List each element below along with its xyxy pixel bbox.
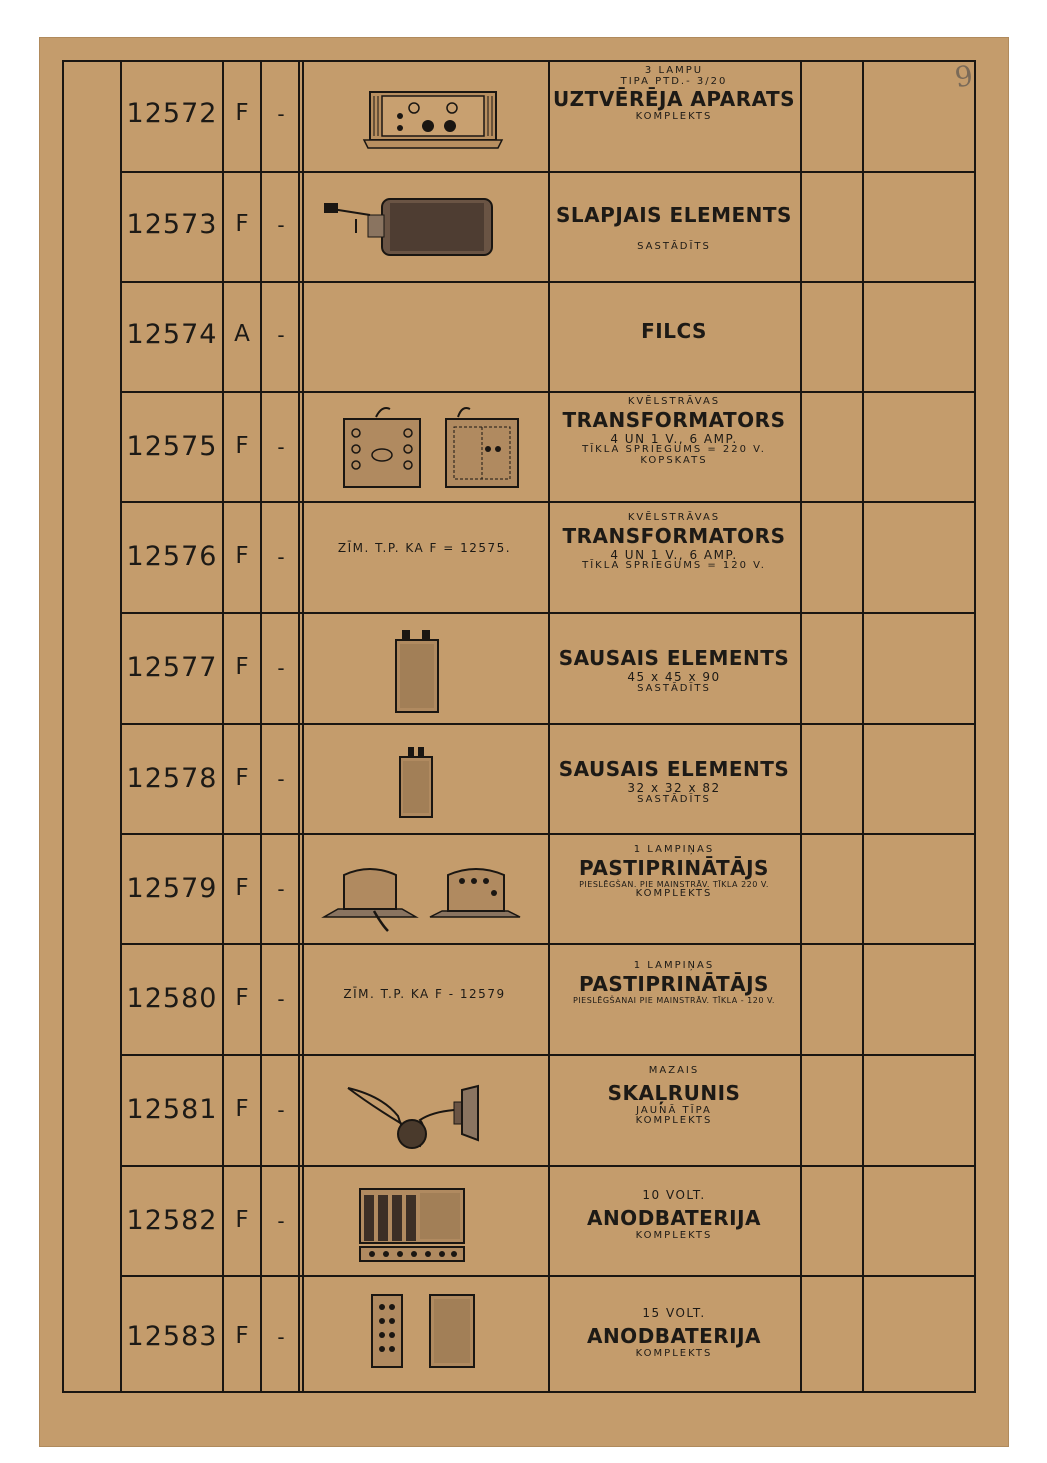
dash-mark: - [277, 877, 285, 901]
category-code: A [234, 321, 250, 347]
page-number: 9 [952, 58, 976, 95]
desc-line: 1 LAMPIŅAS [633, 960, 715, 971]
item-description [548, 66, 800, 123]
item-title: ANODBATERIJA [586, 1323, 762, 1348]
reference-note: ZĪM. T.P. KA F - 12579 [343, 987, 506, 1001]
desc-line: KOPSKATS [640, 454, 708, 466]
small-dry-cell-icon [302, 741, 547, 821]
desc-line: TĪKLA SPRIEGUMS = 220 V. [582, 444, 766, 456]
dash-mark: - [277, 323, 285, 347]
table-row [62, 723, 976, 833]
item-title: PASTIPRINĀTĀJS [579, 855, 769, 880]
category-code: F [235, 1207, 249, 1233]
wet-cell-icon [302, 193, 547, 263]
table-row [62, 501, 976, 612]
category-code: F [235, 100, 249, 126]
desc-line: KOMPLEKTS [635, 111, 713, 122]
dry-cell-icon [302, 622, 547, 717]
inventory-number: 12578 [126, 763, 218, 794]
desc-line: KOMPLEKTS [635, 1347, 713, 1359]
item-title: UZTVĒRĒJA APARATS [552, 87, 796, 111]
item-title: SLAPJAIS ELEMENTS [556, 203, 792, 227]
horn-loudspeaker-icon [302, 1076, 547, 1156]
item-description [548, 646, 800, 694]
amplifier-icon [302, 855, 547, 935]
desc-line: 4 UN 1 V., 6 AMP. [610, 547, 738, 562]
item-description [548, 1307, 800, 1359]
dash-mark: - [277, 1209, 285, 1233]
dash-mark: - [277, 987, 285, 1011]
item-title: PASTIPRINĀTĀJS [579, 971, 769, 996]
category-code: F [235, 765, 249, 791]
item-title: FILCS [641, 319, 707, 343]
table-row [62, 281, 976, 391]
desc-line: KVĒLSTRĀVAS [627, 396, 721, 407]
desc-line: JAUNĀ TĪPA [636, 1104, 712, 1116]
table-row [62, 171, 976, 281]
desc-line: 10 VOLT. [642, 1188, 706, 1202]
desc-line: SASTĀDĪTS [637, 241, 711, 252]
inventory-number: 12580 [126, 983, 218, 1014]
item-description [548, 961, 800, 1005]
desc-line: KOMPLEKTS [635, 1229, 713, 1241]
category-code: F [235, 875, 249, 901]
item-title: ANODBATERIJA [586, 1205, 762, 1230]
item-description [548, 319, 800, 344]
inventory-number: 12576 [126, 541, 218, 572]
dash-mark: - [277, 102, 285, 126]
desc-line: TIPA PTD.- 3/20 [620, 75, 728, 87]
reference-note: ZĪM. T.P. KA F = 12575. [337, 541, 512, 555]
item-title: TRANSFORMATORS [562, 407, 786, 432]
item-description [548, 845, 800, 899]
desc-line: 4 UN 1 V., 6 AMP. [610, 431, 738, 446]
table-row [62, 1275, 976, 1393]
item-description [548, 203, 800, 253]
category-code: F [235, 211, 249, 237]
inventory-number: 12574 [126, 319, 218, 350]
table-row [62, 943, 976, 1054]
inventory-number: 12573 [126, 209, 218, 240]
desc-line: MAZAIS [648, 1065, 700, 1076]
dash-mark: - [277, 1325, 285, 1349]
transformer-icon [302, 403, 547, 493]
item-description [548, 757, 800, 805]
item-description [548, 513, 800, 572]
item-description [548, 397, 800, 466]
table-row [62, 833, 976, 943]
anode-battery-icon [302, 1291, 547, 1371]
desc-line: KVĒLSTRĀVAS [627, 512, 721, 523]
table-row [62, 1165, 976, 1275]
desc-line: PIESLĒGŠANAI PIE MAINSTRĀV. TĪKLA - 120 V. [573, 995, 775, 1005]
table-row [62, 612, 976, 723]
desc-line: KOMPLEKTS [635, 1115, 713, 1126]
table-row [62, 391, 976, 501]
table-row [62, 1054, 976, 1165]
item-title: TRANSFORMATORS [562, 523, 786, 548]
inventory-number: 12581 [126, 1094, 218, 1125]
catalog-table [62, 60, 976, 1393]
inventory-number: 12583 [126, 1321, 218, 1352]
battery-pack-icon [302, 1183, 547, 1268]
desc-line: KOMPLEKTS [635, 887, 713, 899]
desc-line: PIESLĒGŠAN. PIE MAINSTRĀV. TĪKLA 220 V. [579, 879, 769, 889]
desc-line: 3 LAMPU [644, 65, 704, 76]
item-description [548, 1066, 800, 1127]
dash-mark: - [277, 656, 285, 680]
inventory-number: 12572 [126, 98, 218, 129]
dash-mark: - [277, 213, 285, 237]
desc-line: SASTĀDĪTS [637, 682, 711, 694]
dash-mark: - [277, 435, 285, 459]
inventory-number: 12579 [126, 873, 218, 904]
desc-line: 15 VOLT. [642, 1306, 706, 1320]
dash-mark: - [277, 1098, 285, 1122]
radio-receiver-icon [302, 86, 547, 156]
desc-line: SASTĀDĪTS [637, 793, 711, 805]
category-code: F [235, 654, 249, 680]
dash-mark: - [277, 545, 285, 569]
item-title: SAUSAIS ELEMENTS [558, 757, 790, 781]
item-title: SAUSAIS ELEMENTS [558, 646, 790, 670]
item-title: SKAĻRUNIS [607, 1080, 741, 1105]
table-row [62, 60, 976, 171]
inventory-number: 12575 [126, 431, 218, 462]
category-code: F [235, 1323, 249, 1349]
category-code: F [235, 1096, 249, 1122]
inventory-number: 12577 [126, 652, 218, 683]
inventory-number: 12582 [126, 1205, 218, 1236]
desc-line: 45 x 45 x 90 [627, 670, 721, 684]
dash-mark: - [277, 767, 285, 791]
category-code: F [235, 985, 249, 1011]
category-code: F [235, 433, 249, 459]
desc-line: 1 LAMPIŅAS [633, 844, 715, 855]
desc-line: TĪKLA SPRIEGUMS = 120 V. [582, 560, 766, 572]
item-description [548, 1189, 800, 1241]
category-code: F [235, 543, 249, 569]
desc-line: 32 x 32 x 82 [627, 781, 721, 795]
